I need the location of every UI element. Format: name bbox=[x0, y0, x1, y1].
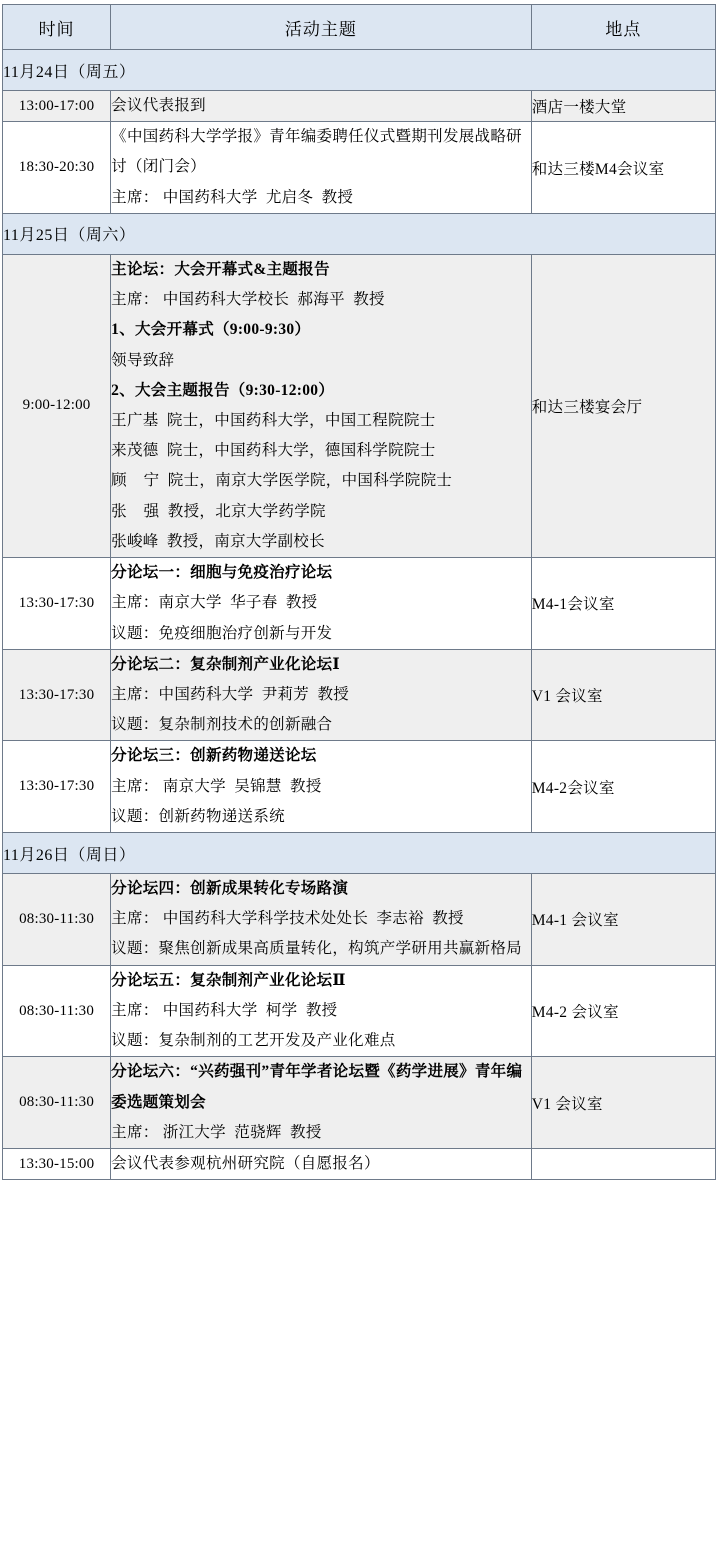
session-time: 08:30-11:30 bbox=[3, 965, 111, 1057]
session-topic bbox=[111, 254, 532, 557]
session-detail-line: 《中国药科大学学报》青年编委聘任仪式暨期刊发展战略研讨（闭门会） bbox=[111, 128, 522, 176]
session-detail-line: 王广基 院士，中国药科大学，中国工程院院士 bbox=[111, 411, 436, 429]
session-topic bbox=[111, 741, 532, 833]
table-row bbox=[3, 558, 716, 650]
session-title-line: 分论坛三：创新药物递送论坛 bbox=[111, 747, 317, 765]
session-time: 08:30-11:30 bbox=[3, 874, 111, 966]
session-location: M4-2 会议室 bbox=[531, 965, 715, 1057]
session-detail-line: 张 强 教授，北京大学药学院 bbox=[111, 502, 326, 520]
session-detail-line: 主席： 中国药科大学 尤启冬 教授 bbox=[111, 188, 354, 206]
day-label: 11月26日（周日） bbox=[3, 833, 716, 874]
session-detail-line: 会议代表参观杭州研究院（自愿报名） bbox=[111, 1155, 380, 1172]
session-topic bbox=[111, 874, 532, 966]
session-title-line: 1、大会开幕式（9:00-9:30） bbox=[111, 321, 311, 339]
session-topic bbox=[111, 1149, 532, 1180]
table-row bbox=[3, 254, 716, 557]
session-title-line: 分论坛一：细胞与免疫治疗论坛 bbox=[111, 564, 333, 582]
session-detail-line: 会议代表报到 bbox=[111, 97, 206, 114]
conference-schedule-table bbox=[2, 4, 716, 1180]
session-time: 13:30-15:00 bbox=[3, 1149, 111, 1180]
session-location bbox=[531, 1149, 715, 1180]
session-time: 13:30-17:30 bbox=[3, 649, 111, 741]
session-location: V1 会议室 bbox=[531, 1057, 715, 1149]
session-detail-line: 主席： 中国药科大学科学技术处处长 李志裕 教授 bbox=[111, 910, 464, 928]
session-title-line: 分论坛五：复杂制剂产业化论坛Ⅱ bbox=[111, 971, 346, 989]
session-title-line: 分论坛四：创新成果转化专场路演 bbox=[111, 880, 349, 898]
session-time: 13:30-17:30 bbox=[3, 558, 111, 650]
session-detail-line: 顾 宁 院士，南京大学医学院，中国科学院院士 bbox=[111, 472, 453, 490]
session-detail-line: 领导致辞 bbox=[111, 351, 175, 369]
day-separator-row bbox=[3, 213, 716, 254]
table-body bbox=[3, 50, 716, 1180]
session-detail-line: 主席： 南京大学 吴锦慧 教授 bbox=[111, 777, 322, 795]
session-detail-line: 议题：免疫细胞治疗创新与开发 bbox=[111, 624, 333, 642]
session-detail-line: 主席：中国药科大学 尹莉芳 教授 bbox=[111, 685, 350, 703]
table-row bbox=[3, 1057, 716, 1149]
session-time: 18:30-20:30 bbox=[3, 122, 111, 214]
session-topic bbox=[111, 91, 532, 122]
column-header-time: 时间 bbox=[3, 5, 111, 50]
session-topic bbox=[111, 558, 532, 650]
table-row bbox=[3, 1149, 716, 1180]
session-location: 和达三楼M4会议室 bbox=[531, 122, 715, 214]
session-topic bbox=[111, 122, 532, 214]
day-separator-row bbox=[3, 50, 716, 91]
session-detail-line: 主席：南京大学 华子春 教授 bbox=[111, 594, 318, 612]
session-time: 08:30-11:30 bbox=[3, 1057, 111, 1149]
column-header-place: 地点 bbox=[531, 5, 715, 50]
table-row bbox=[3, 741, 716, 833]
session-detail-line: 主席： 中国药科大学 柯学 教授 bbox=[111, 1001, 338, 1019]
session-title-line: 2、大会主题报告（9:30-12:00） bbox=[111, 381, 335, 399]
session-detail-line: 议题：创新药物递送系统 bbox=[111, 807, 285, 825]
session-detail-line: 议题：聚焦创新成果高质量转化，构筑产学研用共赢新格局 bbox=[111, 940, 522, 958]
session-location: V1 会议室 bbox=[531, 649, 715, 741]
session-title-line: 分论坛六：“兴药强刊”青年学者论坛暨《药学进展》青年编委选题策划会 bbox=[111, 1063, 523, 1111]
session-time: 13:00-17:00 bbox=[3, 91, 111, 122]
session-detail-line: 议题：复杂制剂的工艺开发及产业化难点 bbox=[111, 1032, 396, 1050]
session-location: M4-1会议室 bbox=[531, 558, 715, 650]
session-topic bbox=[111, 649, 532, 741]
session-time: 9:00-12:00 bbox=[3, 254, 111, 557]
session-topic bbox=[111, 1057, 532, 1149]
day-label: 11月24日（周五） bbox=[3, 50, 716, 91]
session-detail-line: 张峻峰 教授，南京大学副校长 bbox=[111, 532, 325, 550]
session-detail-line: 主席： 中国药科大学校长 郝海平 教授 bbox=[111, 291, 385, 309]
table-header-row bbox=[3, 5, 716, 50]
table-row bbox=[3, 874, 716, 966]
table-row bbox=[3, 122, 716, 214]
session-topic bbox=[111, 965, 532, 1057]
column-header-topic: 活动主题 bbox=[111, 5, 532, 50]
session-detail-line: 主席： 浙江大学 范骁辉 教授 bbox=[111, 1123, 322, 1141]
table-row bbox=[3, 649, 716, 741]
session-time: 13:30-17:30 bbox=[3, 741, 111, 833]
day-separator-row bbox=[3, 833, 716, 874]
session-location: M4-1 会议室 bbox=[531, 874, 715, 966]
session-location: 酒店一楼大堂 bbox=[531, 91, 715, 122]
session-title-line: 主论坛：大会开幕式&主题报告 bbox=[111, 260, 330, 278]
session-title-line: 分论坛二：复杂制剂产业化论坛Ⅰ bbox=[111, 655, 340, 673]
session-detail-line: 来茂德 院士，中国药科大学，德国科学院院士 bbox=[111, 442, 436, 460]
table-row bbox=[3, 965, 716, 1057]
session-location: 和达三楼宴会厅 bbox=[531, 254, 715, 557]
session-detail-line: 议题：复杂制剂技术的创新融合 bbox=[111, 716, 333, 734]
day-label: 11月25日（周六） bbox=[3, 213, 716, 254]
session-location: M4-2会议室 bbox=[531, 741, 715, 833]
table-row bbox=[3, 91, 716, 122]
